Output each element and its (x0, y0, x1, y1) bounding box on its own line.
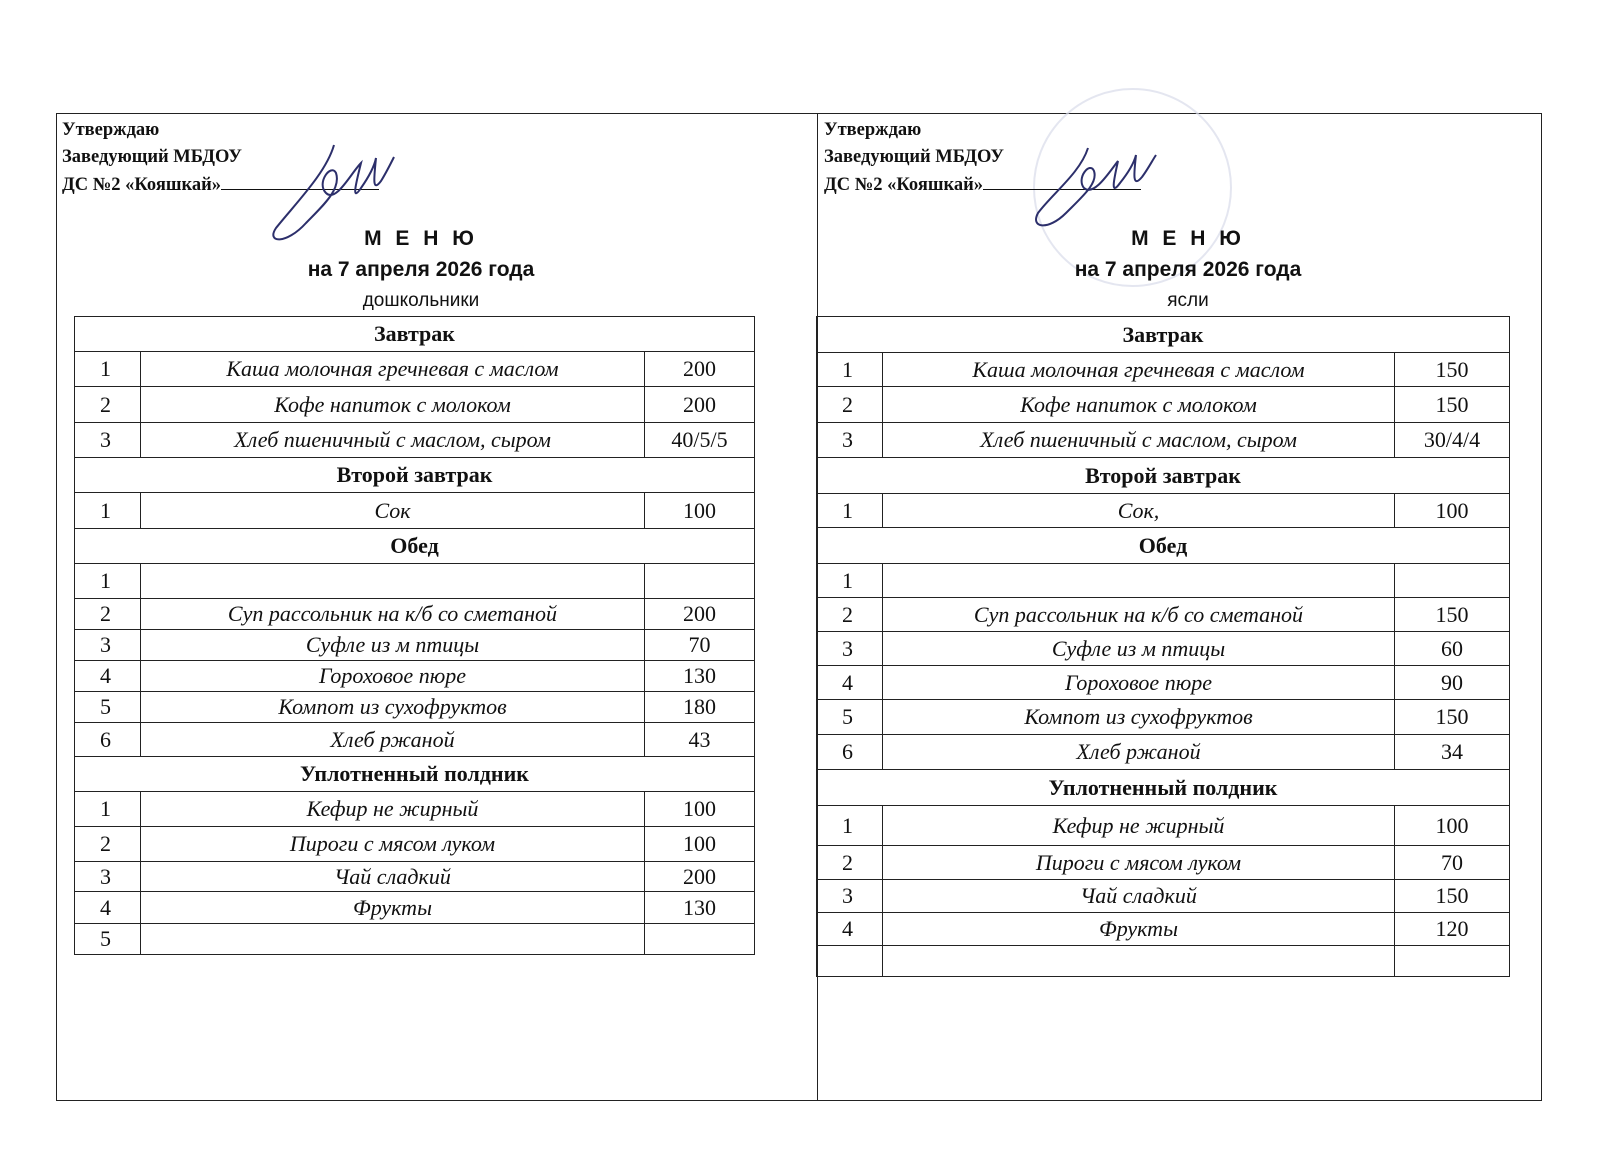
menu-title: М Е Н Ю (364, 227, 478, 250)
approval-position: Заведующий МБДОУ (824, 147, 1004, 167)
dish-name: Хлеб пшеничный с маслом, сыром (141, 423, 645, 458)
item-number: 3 (75, 630, 141, 661)
approval-line: Утверждаю (824, 120, 922, 140)
portion-weight: 200 (645, 387, 755, 423)
item-number: 1 (817, 564, 883, 598)
menu-title: М Е Н Ю (1131, 227, 1245, 250)
section-header-row (817, 528, 1510, 564)
table-row (817, 353, 1510, 387)
table-row (817, 598, 1510, 632)
approval-line: Утверждаю (62, 120, 160, 140)
item-number: 4 (75, 661, 141, 692)
table-row (817, 387, 1510, 423)
table-row (817, 806, 1510, 846)
portion-weight: 70 (645, 630, 755, 661)
table-row (75, 387, 755, 423)
dish-name: Каша молочная гречневая с маслом (141, 352, 645, 387)
item-number: 1 (75, 352, 141, 387)
portion-weight: 150 (1395, 353, 1510, 387)
item-number: 3 (75, 862, 141, 892)
portion-weight: 200 (645, 352, 755, 387)
dish-name: Сок, (883, 494, 1395, 528)
section-header-row (817, 770, 1510, 806)
table-row (75, 564, 755, 599)
table-row (817, 700, 1510, 735)
table-row (75, 723, 755, 757)
table-row (75, 827, 755, 862)
approval-org: ДС №2 «Кояшкай» (62, 171, 379, 199)
portion-weight: 34 (1395, 735, 1510, 770)
table-row (817, 735, 1510, 770)
portion-weight: 40/5/5 (645, 423, 755, 458)
dish-name (141, 564, 645, 599)
menu-panel-preschool (56, 113, 817, 1101)
item-number: 2 (75, 599, 141, 630)
portion-weight: 150 (1395, 598, 1510, 632)
item-number (817, 946, 883, 977)
item-number: 3 (817, 632, 883, 666)
dish-name: Суп рассольник на к/б со сметаной (141, 599, 645, 630)
menu-heading (998, 223, 1378, 316)
section-header-row (75, 458, 755, 493)
menu-heading (226, 223, 616, 316)
item-number: 1 (75, 792, 141, 827)
item-number: 1 (817, 494, 883, 528)
menu-table (74, 316, 755, 955)
dish-name: Сок (141, 493, 645, 529)
table-row (75, 493, 755, 529)
item-number: 4 (817, 913, 883, 946)
item-number: 2 (817, 387, 883, 423)
portion-weight: 130 (645, 892, 755, 924)
portion-weight: 100 (645, 827, 755, 862)
table-row (75, 792, 755, 827)
table-row (75, 692, 755, 723)
portion-weight: 100 (1395, 806, 1510, 846)
table-row (75, 599, 755, 630)
item-number: 3 (817, 880, 883, 913)
dish-name: Кофе напиток с молоком (141, 387, 645, 423)
section-title: Второй завтрак (817, 458, 1510, 494)
dish-name: Фрукты (141, 892, 645, 924)
dish-name: Пироги с мясом луком (883, 846, 1395, 880)
item-number: 6 (817, 735, 883, 770)
section-title: Завтрак (817, 317, 1510, 353)
portion-weight: 150 (1395, 387, 1510, 423)
section-header-row (817, 317, 1510, 353)
item-number: 2 (817, 598, 883, 632)
table-row (817, 632, 1510, 666)
portion-weight: 100 (1395, 494, 1510, 528)
item-number: 1 (817, 806, 883, 846)
dish-name: Фрукты (883, 913, 1395, 946)
item-number: 5 (75, 692, 141, 723)
signature (1018, 133, 1178, 233)
menu-date: на 7 апреля 2026 года (307, 258, 535, 281)
section-header-row (75, 757, 755, 792)
item-number: 2 (75, 387, 141, 423)
dish-name (883, 564, 1395, 598)
table-row (75, 892, 755, 924)
portion-weight (1395, 564, 1510, 598)
menu-panel-nursery (818, 113, 1542, 1101)
dish-name: Каша молочная гречневая с маслом (883, 353, 1395, 387)
item-number: 1 (75, 493, 141, 529)
dish-name: Хлеб ржаной (141, 723, 645, 757)
item-number: 1 (75, 564, 141, 599)
dish-name (883, 946, 1395, 977)
item-number: 3 (75, 423, 141, 458)
menu-date: на 7 апреля 2026 года (1074, 258, 1302, 281)
portion-weight: 150 (1395, 700, 1510, 735)
portion-weight: 120 (1395, 913, 1510, 946)
portion-weight (645, 924, 755, 955)
dish-name (141, 924, 645, 955)
portion-weight: 100 (645, 493, 755, 529)
portion-weight: 60 (1395, 632, 1510, 666)
item-number: 4 (817, 666, 883, 700)
menu-group: дошкольники (362, 290, 480, 311)
table-row (817, 494, 1510, 528)
dish-name: Гороховое пюре (883, 666, 1395, 700)
portion-weight: 100 (645, 792, 755, 827)
dish-name: Суп рассольник на к/б со сметаной (883, 598, 1395, 632)
dish-name: Кефир не жирный (141, 792, 645, 827)
portion-weight: 43 (645, 723, 755, 757)
portion-weight: 30/4/4 (1395, 423, 1510, 458)
section-title: Завтрак (75, 317, 755, 352)
portion-weight: 90 (1395, 666, 1510, 700)
approval-position: Заведующий МБДОУ (62, 147, 242, 167)
table-row (75, 423, 755, 458)
item-number: 1 (817, 353, 883, 387)
portion-weight: 200 (645, 862, 755, 892)
table-row (817, 913, 1510, 946)
portion-weight (1395, 946, 1510, 977)
section-title: Обед (75, 529, 755, 564)
section-header-row (75, 317, 755, 352)
table-row (817, 564, 1510, 598)
portion-weight: 180 (645, 692, 755, 723)
dish-name: Компот из сухофруктов (883, 700, 1395, 735)
table-row (817, 423, 1510, 458)
dish-name: Хлеб пшеничный с маслом, сыром (883, 423, 1395, 458)
item-number: 2 (75, 827, 141, 862)
item-number: 4 (75, 892, 141, 924)
item-number: 6 (75, 723, 141, 757)
menu-table (816, 316, 1510, 977)
section-title: Второй завтрак (75, 458, 755, 493)
section-header-row (817, 458, 1510, 494)
approval-org: ДС №2 «Кояшкай» (824, 171, 1141, 199)
item-number: 5 (817, 700, 883, 735)
table-row (75, 862, 755, 892)
section-title: Обед (817, 528, 1510, 564)
dish-name: Компот из сухофруктов (141, 692, 645, 723)
table-row (817, 846, 1510, 880)
portion-weight (645, 564, 755, 599)
portion-weight: 70 (1395, 846, 1510, 880)
portion-weight: 200 (645, 599, 755, 630)
dish-name: Чай сладкий (883, 880, 1395, 913)
item-number: 3 (817, 423, 883, 458)
table-row (817, 666, 1510, 700)
dish-name: Суфле из м птицы (141, 630, 645, 661)
table-row (75, 661, 755, 692)
section-title: Уплотненный полдник (75, 757, 755, 792)
table-row (817, 946, 1510, 977)
dish-name: Чай сладкий (141, 862, 645, 892)
section-header-row (75, 529, 755, 564)
item-number: 5 (75, 924, 141, 955)
portion-weight: 130 (645, 661, 755, 692)
table-row (75, 352, 755, 387)
table-row (817, 880, 1510, 913)
table-row (75, 924, 755, 955)
dish-name: Гороховое пюре (141, 661, 645, 692)
dish-name: Пироги с мясом луком (141, 827, 645, 862)
item-number: 2 (817, 846, 883, 880)
portion-weight: 150 (1395, 880, 1510, 913)
dish-name: Кофе напиток с молоком (883, 387, 1395, 423)
table-row (75, 630, 755, 661)
section-title: Уплотненный полдник (817, 770, 1510, 806)
dish-name: Хлеб ржаной (883, 735, 1395, 770)
menu-group: ясли (1167, 290, 1209, 311)
dish-name: Суфле из м птицы (883, 632, 1395, 666)
dish-name: Кефир не жирный (883, 806, 1395, 846)
